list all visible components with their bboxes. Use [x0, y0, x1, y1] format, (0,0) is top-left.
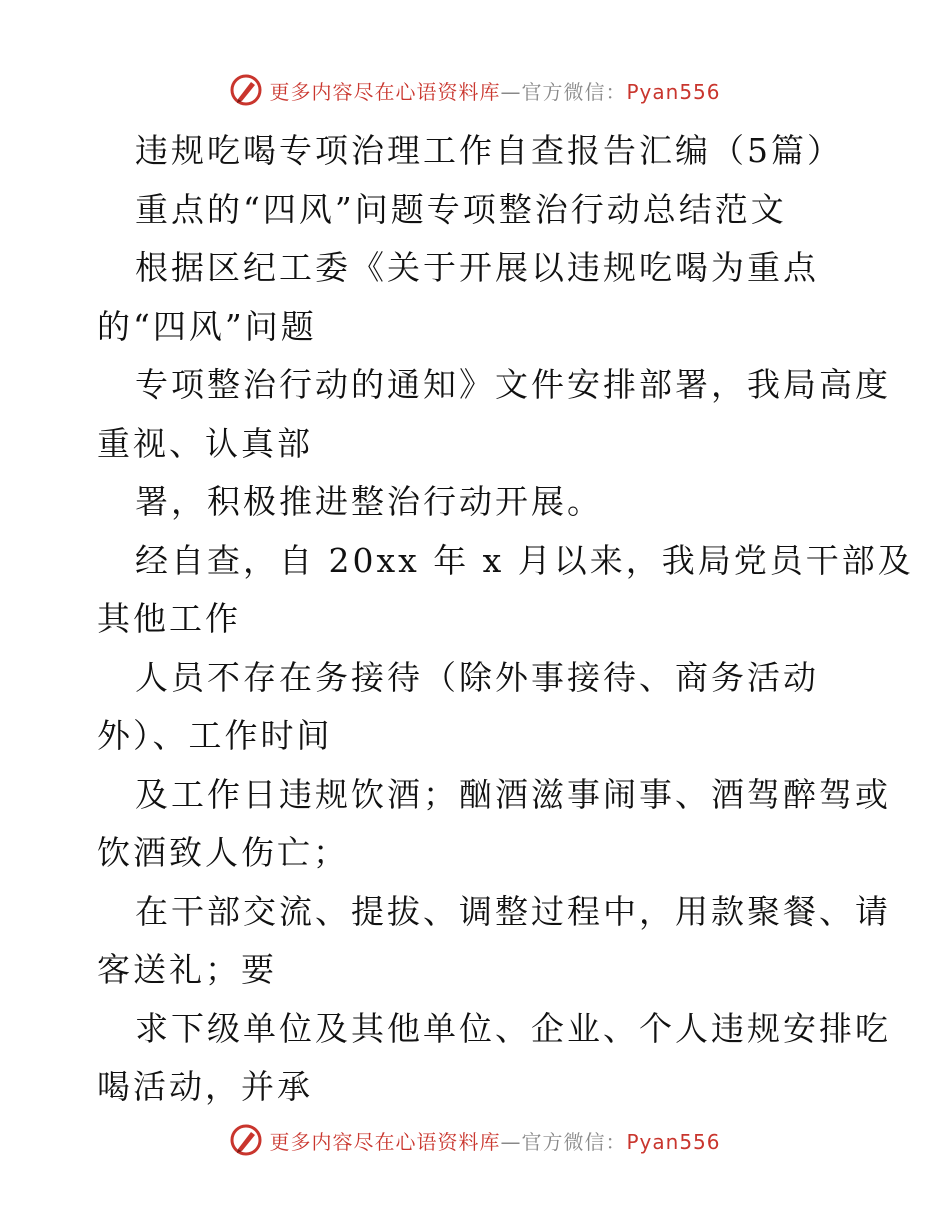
document-body: [97, 122, 914, 1117]
document-subtitle: 重点的“四风”问题专项整治行动总结范文: [135, 189, 787, 229]
paragraph-line: 求下级单位及其他单位、企业、个人违规安排吃: [135, 1008, 891, 1048]
paragraph-line: 客送礼；要: [97, 950, 277, 989]
paragraph-line: 及工作日违规饮酒；酗酒滋事闹事、酒驾醉驾或: [135, 774, 891, 814]
header-banner: [0, 68, 950, 112]
paragraph-line: 饮酒致人伤亡；: [97, 833, 349, 872]
paragraph-line: 在干部交流、提拔、调整过程中，用款聚餐、请: [135, 891, 891, 931]
document-title: 违规吃喝专项治理工作自查报告汇编（5篇）: [135, 131, 843, 170]
paragraph-line: 其他工作: [97, 599, 241, 638]
paragraph-line: 专项整治行动的通知》文件安排部署，我局高度: [135, 365, 891, 404]
paragraph-line: 根据区纪工委《关于开展以违规吃喝为重点: [135, 248, 819, 287]
paragraph-line: 人员不存在务接待（除外事接待、商务活动: [135, 657, 819, 697]
pen-logo-icon: [229, 1123, 263, 1157]
paragraph-line: 经自查，自 20xx 年 x 月以来，我局党员干部及: [135, 540, 914, 580]
paragraph-line: 重视、认真部: [97, 423, 313, 463]
paragraph-line: 喝活动，并承: [97, 1067, 313, 1106]
banner-text: 更多内容尽在心语资料库—官方微信：Pyan556: [269, 1129, 721, 1154]
footer-banner: [0, 1118, 950, 1162]
paragraph-line: 署，积极推进整治行动开展。: [135, 482, 603, 521]
paragraph-line: 外）、工作时间: [97, 716, 333, 755]
paragraph-line: 的“四风”问题: [97, 306, 317, 346]
banner-text: 更多内容尽在心语资料库—官方微信：Pyan556: [269, 79, 721, 104]
pen-logo-icon: [229, 73, 263, 107]
